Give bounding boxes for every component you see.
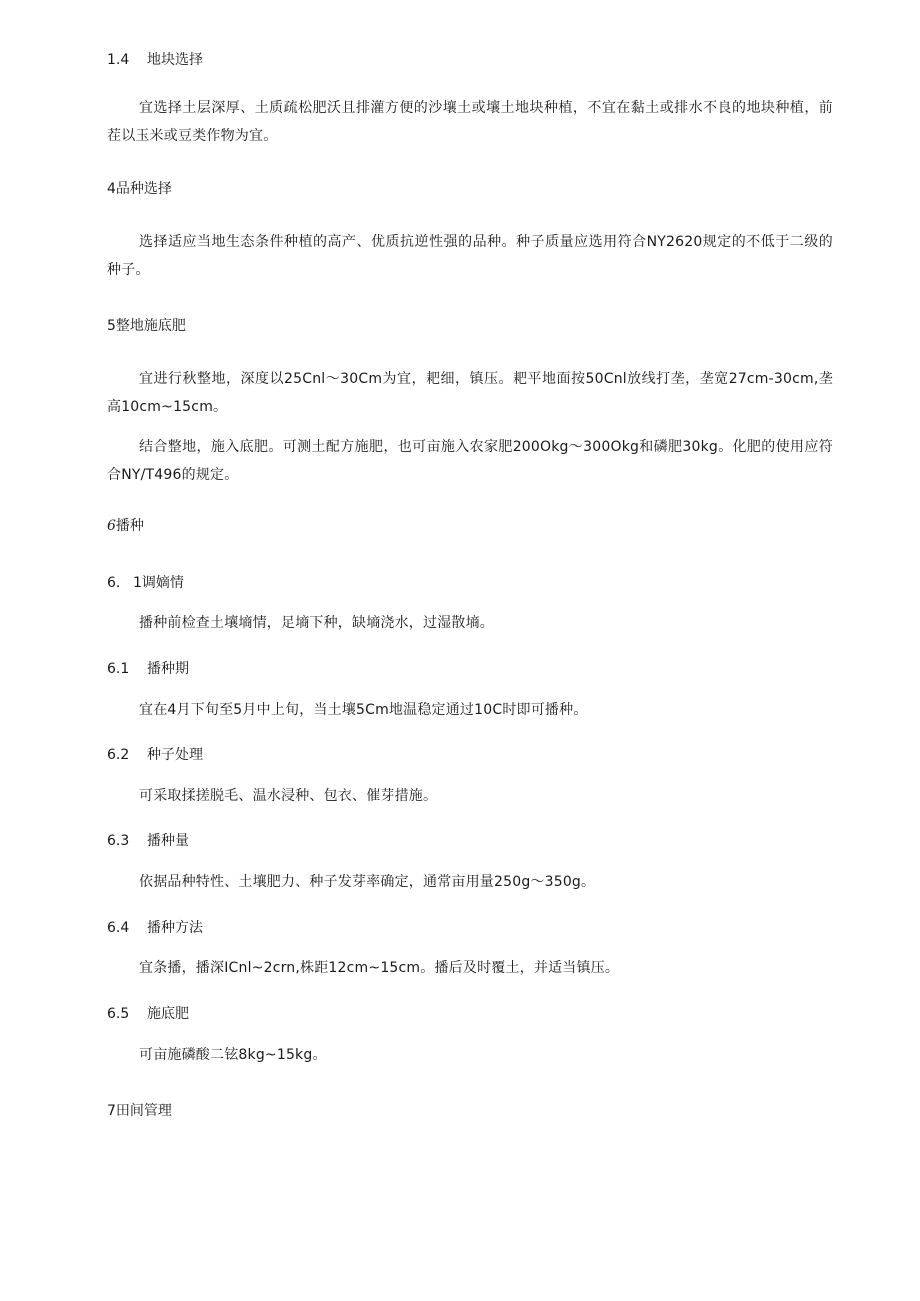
- section-heading-5: [107, 316, 186, 336]
- section-title: 播种: [115, 518, 144, 534]
- paragraph-soil-moisture: 播种前检查土壤墒情，足墒下种，缺墒浇水，过湿散墒。: [139, 615, 494, 631]
- section-number: 6.5: [107, 1006, 130, 1022]
- section-title: 播种量: [147, 833, 189, 849]
- paragraph-sowing-amount: 依据品种特性、土壤肥力、种子发芽率确定，通常亩用量250g～350g。: [139, 874, 596, 890]
- section-number: 1.4: [107, 52, 130, 68]
- section-number: 7: [107, 1103, 116, 1119]
- section-heading-6-1: [107, 659, 189, 679]
- section-number: 6.3: [107, 833, 130, 849]
- section-number: 5: [107, 318, 116, 334]
- section-title: 种子处理: [147, 747, 203, 763]
- section-heading-6: [107, 516, 144, 536]
- paragraph-land-preparation: 宜进行秋整地，深度以25Cnl～30Cm为宜，耙细，镇压。耙平地面按50Cnl放线打垄，垄宽27cm-30cm,垄高10cm~15cm。: [107, 371, 833, 415]
- section-title: 施底肥: [147, 1006, 189, 1022]
- section-heading-6-0: [107, 573, 184, 593]
- section-number: 6.4: [107, 920, 130, 936]
- paragraph-sowing-method: 宜条播，播深ICnl~2crn,株距12cm~15cm。播后及时覆土，并适当镇压。: [139, 960, 620, 976]
- section-heading-6-4: [107, 918, 203, 938]
- paragraph-base-fertilizer: 结合整地，施入底肥。可测土配方施肥，也可亩施入农家肥200Okg～300Okg和磷肥30kg。化肥的使用应符合NY/T496的规定。: [107, 439, 833, 483]
- paragraph-variety-selection: 选择适应当地生态条件种植的高产、优质抗逆性强的品种。种子质量应选用符合NY2620规定的不低于二级的种子。: [107, 234, 833, 278]
- section-heading-1-4: [107, 50, 203, 70]
- section-title: 播种期: [147, 661, 189, 677]
- section-number: 6.: [107, 575, 121, 591]
- section-title: 品种选择: [115, 181, 172, 197]
- section-title: 田间管理: [115, 1103, 172, 1119]
- paragraph-apply-fertilizer: 可亩施磷酸二铉8kg~15kg。: [139, 1047, 327, 1063]
- section-title: 整地施底肥: [115, 318, 186, 334]
- section-title: 1调嫡情: [133, 575, 184, 591]
- section-heading-6-3: [107, 831, 189, 851]
- paragraph-plot-selection: 宜选择土层深厚、土质疏松肥沃且排灌方便的沙壤土或壤土地块种植，不宜在黏土或排水不良的地块种植，前茬以玉米或豆类作物为宜。: [107, 100, 833, 144]
- section-title: 播种方法: [147, 920, 203, 936]
- section-number: 6.2: [107, 747, 130, 763]
- paragraph-seed-treatment: 可采取揉搓脱毛、温水浸种、包衣、催芽措施。: [139, 788, 438, 804]
- section-heading-6-2: [107, 745, 203, 765]
- paragraph-sowing-period: 宜在4月下旬至5月中上旬，当土壤5Cm地温稳定通过10C时即可播种。: [139, 702, 588, 718]
- section-number: 4: [107, 181, 116, 197]
- section-heading-6-5: [107, 1004, 189, 1024]
- section-heading-7: [107, 1101, 172, 1121]
- section-title: 地块选择: [147, 52, 203, 68]
- section-number: 6: [107, 518, 116, 534]
- section-number: 6.1: [107, 661, 130, 677]
- section-heading-4: [107, 179, 172, 199]
